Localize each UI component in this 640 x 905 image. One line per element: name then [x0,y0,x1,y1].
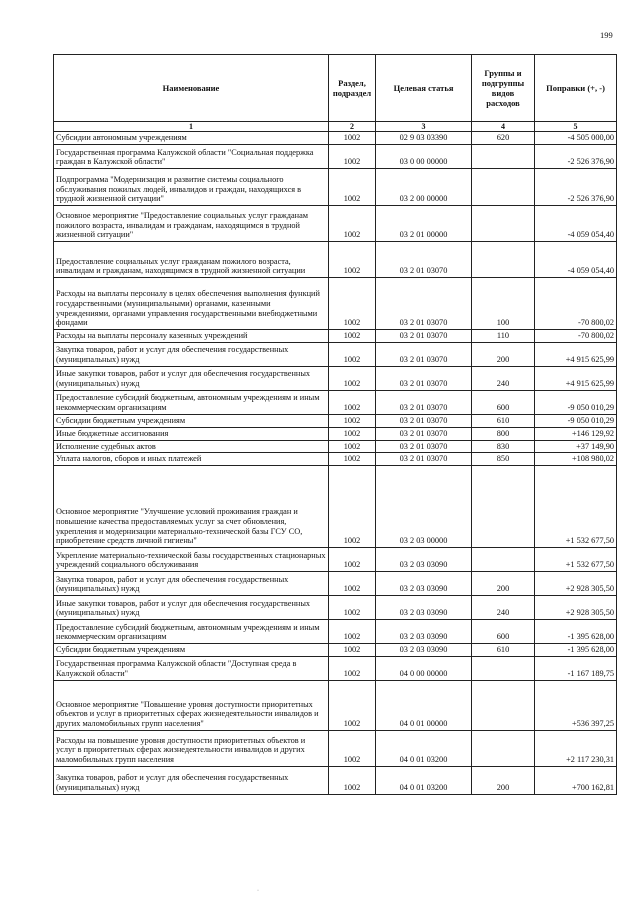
table-cell-amount: -9 050 010,29 [535,415,617,428]
table-cell-name: Субсидии бюджетным учреждениям [54,644,329,657]
table-cell-name: Исполнение судебных актов [54,440,329,453]
column-number: 2 [329,122,376,132]
table-cell-group: 100 [472,278,535,330]
table-cell-group: 610 [472,644,535,657]
table-cell-group: 110 [472,330,535,343]
table-cell-name: Расходы на повышение уровня доступности приоритетных объектов и услуг в приоритетных сферах жизнедеятельности инвалидов и других маломобильных групп населения [54,730,329,766]
table-cell-name: Субсидии автономным учреждениям [54,132,329,145]
table-cell-group: 850 [472,453,535,466]
table-cell-name: Предоставление субсидий бюджетным, автономным учреждениям и иным некоммерческим организациям [54,391,329,415]
table-cell-target: 03 2 01 03070 [376,278,472,330]
table-cell-amount: -70 800,02 [535,330,617,343]
table-row [54,169,617,206]
table-cell-group [472,680,535,730]
table-cell-section: 1002 [329,548,376,572]
table-cell-target: 03 2 01 03070 [376,343,472,367]
budget-amendments-table [53,54,617,795]
table-cell-group: 600 [472,620,535,644]
table-cell-amount: +2 928 305,50 [535,572,617,596]
table-cell-target: 04 0 00 00000 [376,656,472,680]
table-cell-amount: -2 526 376,90 [535,169,617,206]
table-cell-section: 1002 [329,440,376,453]
table-row [54,730,617,766]
table-row [54,596,617,620]
table-row [54,466,617,548]
table-cell-section: 1002 [329,367,376,391]
table-cell-target: 03 2 03 03090 [376,572,472,596]
table-cell-group [472,730,535,766]
table-cell-name: Иные бюджетные ассигнования [54,427,329,440]
table-cell-target: 03 2 01 03070 [376,440,472,453]
table-cell-group: 800 [472,427,535,440]
table-cell-amount: +4 915 625,99 [535,343,617,367]
table-body [54,132,617,794]
table-cell-amount: -2 526 376,90 [535,145,617,169]
table-cell-target: 03 2 01 03070 [376,242,472,278]
table-cell-target: 03 2 03 00000 [376,466,472,548]
table-row [54,343,617,367]
table-cell-name: Основное мероприятие "Улучшение условий проживания граждан и повышение качества предоставляемых услуг за счет обновления, укрепления и модернизации материально-технической базы ГСУ СО, приобретение средств личной гигиены" [54,466,329,548]
table-cell-group [472,206,535,242]
table-cell-group: 830 [472,440,535,453]
table-cell-amount: -4 505 000,00 [535,132,617,145]
table-cell-name: Государственная программа Калужской области "Доступная среда в Калужской области" [54,656,329,680]
table-cell-group: 200 [472,766,535,794]
table-cell-name: Государственная программа Калужской области "Социальная поддержка граждан в Калужской области" [54,145,329,169]
table-cell-section: 1002 [329,415,376,428]
table-cell-group [472,242,535,278]
table-cell-name: Предоставление социальных услуг гражданам пожилого возраста, инвалидам и гражданам, находящимся в трудной жизненной ситуации [54,242,329,278]
table-row [54,644,617,657]
table-cell-amount: -1 395 628,00 [535,620,617,644]
table-cell-target: 03 2 01 03070 [376,427,472,440]
table-cell-name: Расходы на выплаты персоналу в целях обеспечения выполнения функций государственными (муниципальными) органами, казенными учреждениями, органами управления государственными внебюджетными фондами [54,278,329,330]
table-cell-section: 1002 [329,391,376,415]
table-cell-target: 04 0 01 03200 [376,730,472,766]
footer-mark: · [257,888,259,894]
table-cell-section: 1002 [329,572,376,596]
table-cell-target: 03 2 01 03070 [376,330,472,343]
table-cell-amount: +1 532 677,50 [535,466,617,548]
table-cell-name: Основное мероприятие "Повышение уровня доступности приоритетных объектов и услуг в приоритетных сферах жизнедеятельности инвалидов и других маломобильных групп населения" [54,680,329,730]
table-cell-group [472,656,535,680]
table-cell-group: 200 [472,343,535,367]
table-cell-group [472,145,535,169]
table-cell-target: 03 2 03 03090 [376,620,472,644]
table-cell-section: 1002 [329,206,376,242]
table-cell-amount: +108 980,02 [535,453,617,466]
table-row [54,330,617,343]
table-cell-section: 1002 [329,169,376,206]
table-row [54,440,617,453]
table-cell-target: 03 0 00 00000 [376,145,472,169]
table-row [54,427,617,440]
table-cell-target: 03 2 01 00000 [376,206,472,242]
table-cell-amount: +536 397,25 [535,680,617,730]
table-row [54,278,617,330]
table-cell-name: Укрепление материально-технической базы государственных стационарных учреждений социального обслуживания [54,548,329,572]
table-row [54,206,617,242]
table-cell-amount: +146 129,92 [535,427,617,440]
table-cell-amount: +2 928 305,50 [535,596,617,620]
table-cell-target: 03 2 01 03070 [376,415,472,428]
table-cell-target: 04 0 01 03200 [376,766,472,794]
table-cell-group: 620 [472,132,535,145]
table-cell-section: 1002 [329,466,376,548]
table-cell-group [472,548,535,572]
table-cell-target: 03 2 01 03070 [376,391,472,415]
table-cell-target: 03 2 01 03070 [376,453,472,466]
table-row [54,656,617,680]
table-cell-name: Уплата налогов, сборов и иных платежей [54,453,329,466]
column-number-row [54,122,617,132]
table-row [54,415,617,428]
table-cell-target: 03 2 03 03090 [376,644,472,657]
table-cell-group: 240 [472,596,535,620]
table-cell-amount: -4 059 054,40 [535,242,617,278]
column-number: 1 [54,122,329,132]
table-cell-name: Закупка товаров, работ и услуг для обеспечения государственных (муниципальных) нужд [54,343,329,367]
table-cell-section: 1002 [329,644,376,657]
table-cell-section: 1002 [329,596,376,620]
table-cell-amount: -1 167 189,75 [535,656,617,680]
table-cell-name: Субсидии бюджетным учреждениям [54,415,329,428]
table-cell-target: 04 0 01 00000 [376,680,472,730]
table-cell-name: Иные закупки товаров, работ и услуг для обеспечения государственных (муниципальных) нужд [54,596,329,620]
table-cell-name: Расходы на выплаты персоналу казенных учреждений [54,330,329,343]
table-cell-name: Закупка товаров, работ и услуг для обеспечения государственных (муниципальных) нужд [54,572,329,596]
table-cell-section: 1002 [329,766,376,794]
table-row [54,145,617,169]
table-cell-amount: +4 915 625,99 [535,367,617,391]
table-row [54,548,617,572]
table-cell-group [472,466,535,548]
header-target: Целевая статья [376,55,472,122]
table-cell-section: 1002 [329,278,376,330]
table-cell-amount: -1 395 628,00 [535,644,617,657]
table-cell-amount: -9 050 010,29 [535,391,617,415]
table-cell-amount: -70 800,02 [535,278,617,330]
table-cell-group: 200 [472,572,535,596]
table-row [54,242,617,278]
table-cell-group: 240 [472,367,535,391]
table-cell-section: 1002 [329,343,376,367]
table-row [54,620,617,644]
table-row [54,391,617,415]
table-cell-section: 1002 [329,453,376,466]
table-row [54,680,617,730]
column-number: 5 [535,122,617,132]
page-number: 199 [600,30,613,40]
table-cell-amount: +700 162,81 [535,766,617,794]
table-cell-name: Иные закупки товаров, работ и услуг для обеспечения государственных (муниципальных) нужд [54,367,329,391]
table-cell-section: 1002 [329,730,376,766]
header-section: Раздел, подраздел [329,55,376,122]
table-row [54,367,617,391]
table-cell-name: Закупка товаров, работ и услуг для обеспечения государственных (муниципальных) нужд [54,766,329,794]
table-cell-section: 1002 [329,656,376,680]
header-amount: Поправки (+, -) [535,55,617,122]
table-cell-section: 1002 [329,330,376,343]
table-cell-section: 1002 [329,620,376,644]
table-cell-group: 610 [472,415,535,428]
table-row [54,572,617,596]
table-cell-group [472,169,535,206]
table-cell-section: 1002 [329,145,376,169]
table-cell-group: 600 [472,391,535,415]
table-cell-section: 1002 [329,427,376,440]
table-cell-target: 03 2 00 00000 [376,169,472,206]
table-cell-section: 1002 [329,242,376,278]
table-cell-amount: +37 149,90 [535,440,617,453]
table-cell-amount: -4 059 054,40 [535,206,617,242]
table-row [54,766,617,794]
table-cell-amount: +1 532 677,50 [535,548,617,572]
header-group: Группы и подгруппы видов расходов [472,55,535,122]
table-row [54,453,617,466]
table-cell-section: 1002 [329,132,376,145]
column-number: 3 [376,122,472,132]
header-name: Наименование [54,55,329,122]
table-cell-name: Предоставление субсидий бюджетным, автономным учреждениям и иным некоммерческим организациям [54,620,329,644]
table-cell-name: Подпрограмма "Модернизация и развитие системы социального обслуживания пожилых людей, инвалидов и граждан, находящихся в трудной жизненной ситуации" [54,169,329,206]
table-cell-target: 03 2 01 03070 [376,367,472,391]
table-cell-name: Основное мероприятие "Предоставление социальных услуг гражданам пожилого возраста, инвалидам и гражданам, находящимся в трудной жизненной ситуации" [54,206,329,242]
table-cell-amount: +2 117 230,31 [535,730,617,766]
column-number: 4 [472,122,535,132]
table-row [54,132,617,145]
table-cell-target: 03 2 03 03090 [376,548,472,572]
table-cell-target: 03 2 03 03090 [376,596,472,620]
table-header-row [54,55,617,122]
table-cell-section: 1002 [329,680,376,730]
table-cell-target: 02 9 03 03390 [376,132,472,145]
